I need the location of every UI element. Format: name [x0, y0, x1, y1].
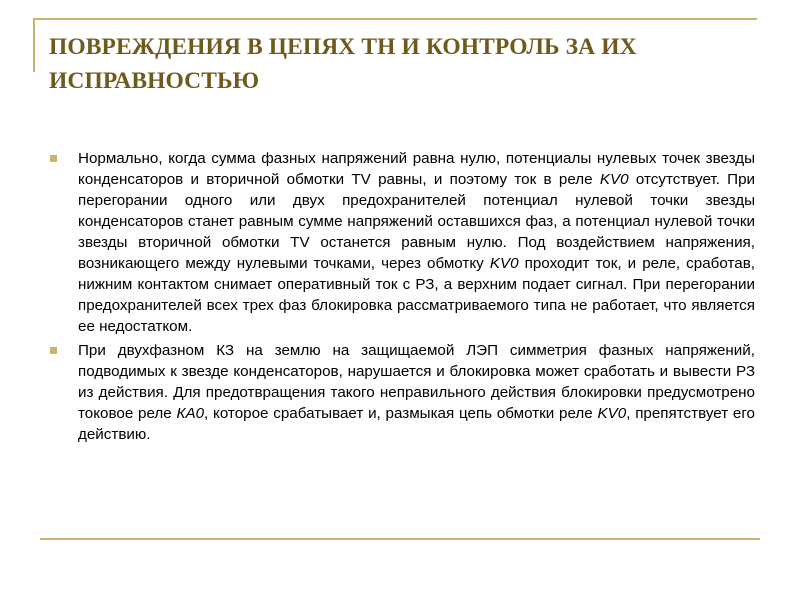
bullet-text: Нормально, когда сумма фазных напряжений равна нулю, потенциалы нулевых точек звезды конденсаторов и вторичной обмотки TV равны, и поэтому ток в реле: [78, 150, 755, 188]
relay-label: KV0: [597, 405, 627, 422]
bottom-divider: [40, 538, 760, 540]
slide-title: ПОВРЕЖДЕНИЯ В ЦЕПЯХ ТН И КОНТРОЛЬ ЗА ИХ ИСПРАВНОСТЬЮ: [49, 34, 637, 94]
relay-label: КА0: [176, 405, 205, 422]
square-bullet-icon: [50, 347, 57, 354]
square-bullet-icon: [50, 155, 57, 162]
bullet-text: отсутствует. При перегорании одного или двух предохранителей потенциал нулевой точки звезды конденсаторов станет равным сумме напряжений оставшихся фаз, а потенциал нулевой точки звезды вторичной обмотки TV останется равным нулю. Под воздействием напряжения, возникающего между нулевыми точками, через обмотку: [78, 171, 756, 272]
bullet-text: , препятствует его действию.: [78, 405, 755, 443]
frame-vertical-line: [33, 18, 35, 72]
bullet-item: [50, 148, 755, 337]
bullet-item: [50, 340, 755, 445]
bullet-text: При двухфазном КЗ на землю на защищаемой ЛЭП симметрия фазных напряжений, подводимых к звезде конденсаторов, нарушается и блокировка может сработать и вывести РЗ из действия. Для предотвращения такого неправильного действия блокировки предусмотрено токовое реле: [78, 342, 755, 422]
bullet-text: , которое срабатывает и, размыкая цепь обмотки реле: [204, 405, 598, 422]
frame-horizontal-line: [33, 18, 757, 20]
relay-label: KV0: [489, 255, 519, 272]
bullet-text: проходит ток, и реле, сработав, нижним контактом снимает оперативный ток с РЗ, а верхним подает сигнал. При перегорании предохранителей всех трех фаз блокировка рассматриваемого типа не работает, что является ее недостатком.: [78, 255, 755, 335]
relay-label: KV0: [599, 171, 629, 188]
bullet-list: [50, 148, 755, 448]
